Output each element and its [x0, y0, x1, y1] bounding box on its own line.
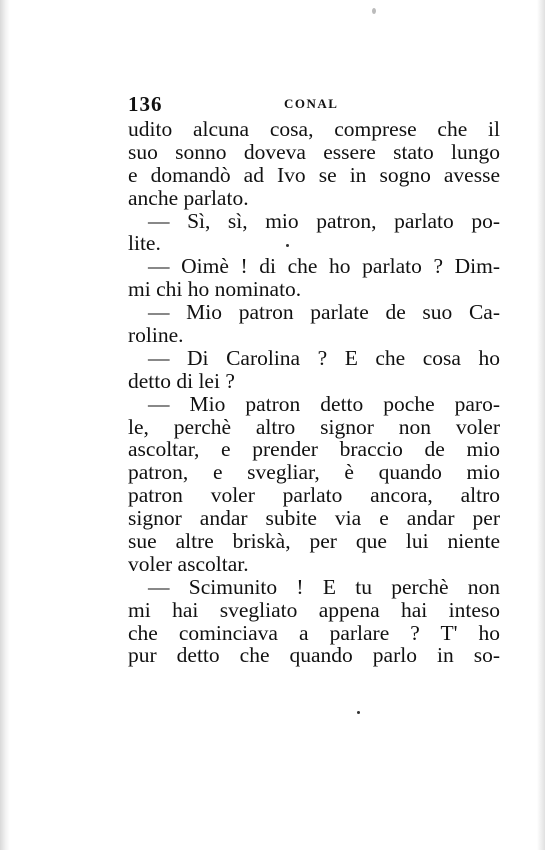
- ink-speck: [286, 244, 289, 247]
- text-line: pur detto che quando parlo in so-: [128, 643, 500, 668]
- text-line: e domandò ad Ivo se in sogno avesse: [128, 162, 500, 187]
- ink-speck: [357, 711, 360, 714]
- text-line: — Mio patron parlate de suo Ca-: [148, 300, 500, 325]
- scan-edge-left: [0, 0, 10, 850]
- text-line: suo sonno doveva essere stato lungo: [128, 139, 500, 164]
- text-line: mi hai svegliato appena hai inteso: [128, 597, 500, 622]
- text-line: roline.: [128, 323, 184, 348]
- text-line: patron, e svegliar, è quando mio: [128, 460, 500, 485]
- text-line: patron voler parlato ancora, altro: [128, 483, 500, 508]
- text-line: le, perchè altro signor non voler: [128, 414, 500, 439]
- text-line: lite.: [128, 231, 161, 256]
- running-title: CONAL: [284, 96, 339, 111]
- text-line: anche parlato.: [128, 185, 249, 210]
- text-line: voler ascoltar.: [128, 551, 249, 576]
- text-line: udito alcuna cosa, comprese che il: [128, 117, 500, 141]
- page-number: 136: [128, 92, 163, 116]
- text-line: ascoltar, e prender braccio de mio: [128, 437, 500, 462]
- text-line: che cominciava a parlare ? T' ho: [128, 620, 500, 645]
- ink-speck: [372, 8, 376, 14]
- text-line: sue altre briskà, per que lui niente: [128, 529, 500, 554]
- text-line: — Oimè ! di che ho parlato ? Dim-: [148, 254, 500, 279]
- text-line: — Scimunito ! E tu perchè non: [148, 574, 500, 599]
- text-line: — Mio patron detto poche paro-: [148, 391, 500, 416]
- text-line: detto di lei ?: [128, 368, 235, 393]
- scan-edge-right: [537, 0, 545, 850]
- text-line: signor andar subite via e andar per: [128, 506, 500, 531]
- text-line: mi chi ho nominato.: [128, 277, 302, 302]
- text-line: — Di Carolina ? E che cosa ho: [148, 345, 500, 370]
- body-text: [128, 118, 500, 667]
- text-line: — Sì, sì, mio patron, parlato po-: [148, 208, 500, 233]
